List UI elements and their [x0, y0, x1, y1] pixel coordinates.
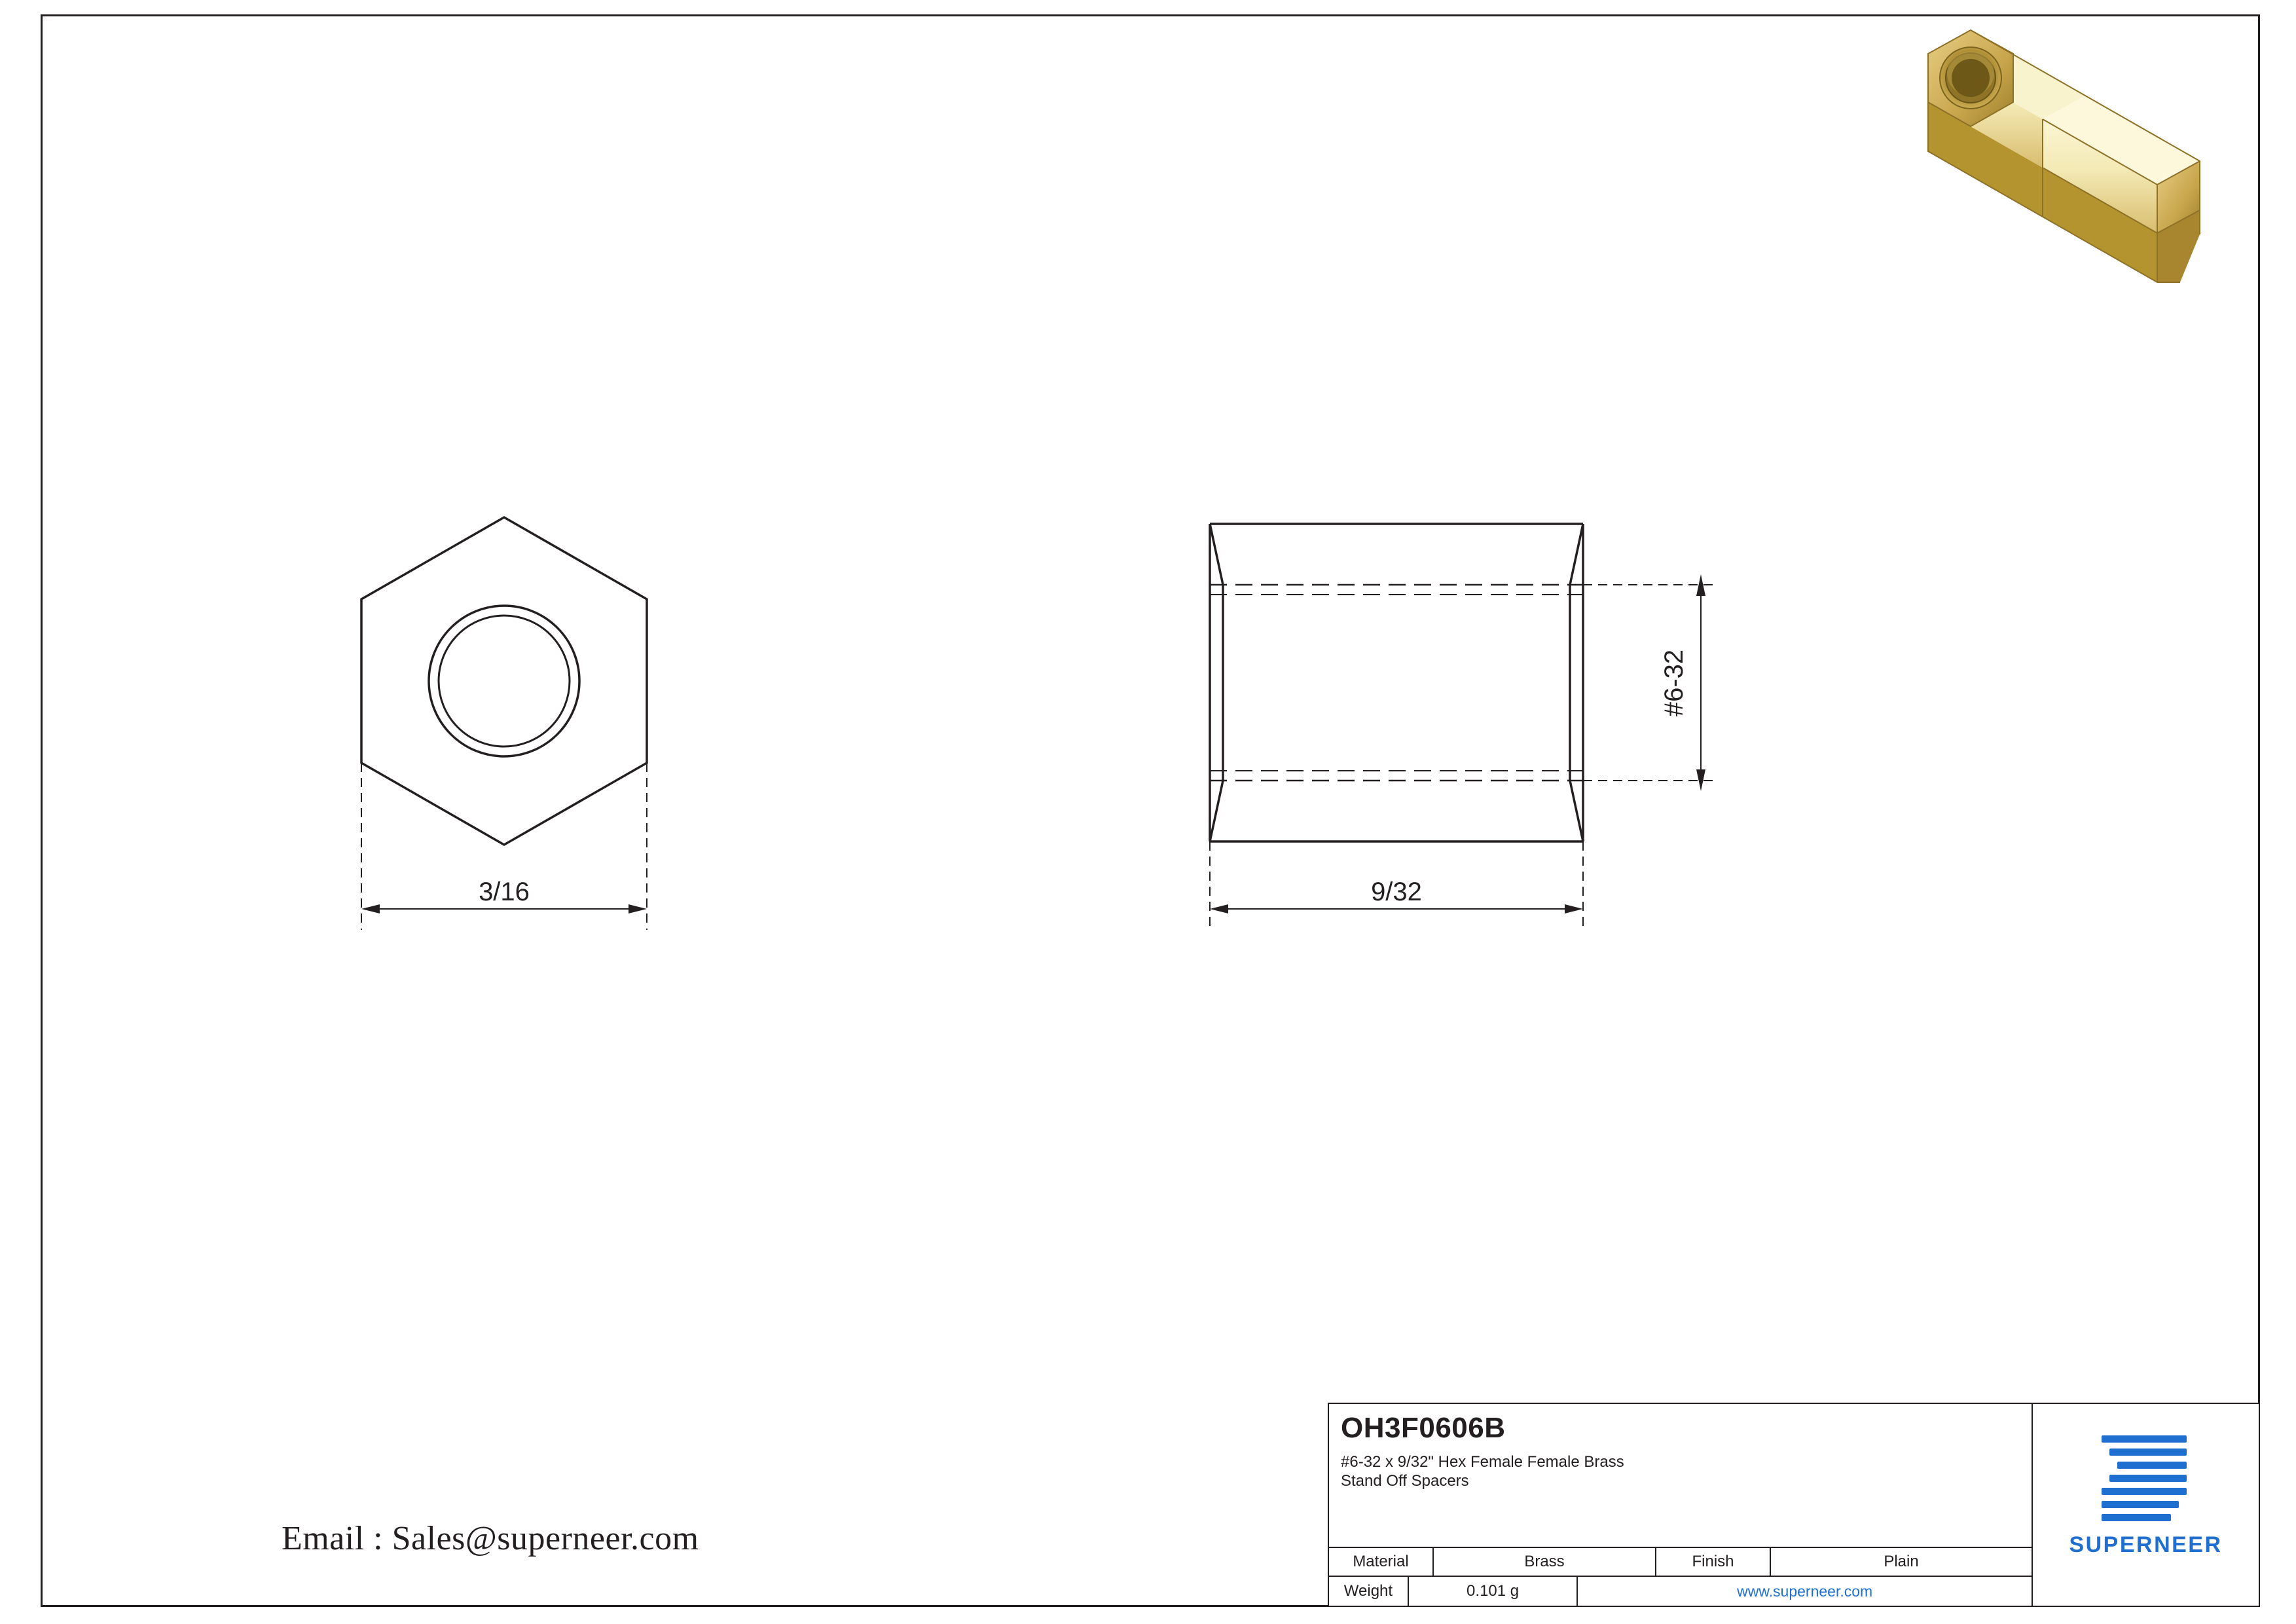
weight-label: Weight	[1329, 1577, 1409, 1606]
material-label: Material	[1329, 1548, 1434, 1576]
part-description-line2: Stand Off Spacers	[1341, 1472, 1469, 1490]
material-value: Brass	[1434, 1548, 1656, 1576]
title-block-info	[1329, 1404, 2033, 1606]
part-code: OH3F0606B	[1341, 1412, 1506, 1444]
svg-text:3/16: 3/16	[479, 877, 530, 906]
brass-standoff-3d-render	[1886, 26, 2232, 347]
svg-text:#6-32: #6-32	[1660, 649, 1688, 717]
brand-logo	[2033, 1404, 2259, 1606]
logo-icon	[2102, 1435, 2187, 1513]
spec-table	[1329, 1547, 2032, 1606]
table-row	[1329, 1577, 2032, 1606]
weight-value: 0.101 g	[1409, 1577, 1578, 1606]
website-cell[interactable]	[1578, 1577, 2032, 1606]
website-link[interactable]: www.superneer.com	[1737, 1582, 1873, 1600]
part-description	[1341, 1452, 2022, 1491]
finish-value: Plain	[1884, 1553, 1919, 1570]
part-description-line1: #6-32 x 9/32" Hex Female Female Brass	[1341, 1453, 1624, 1471]
brand-name: SUPERNEER	[2069, 1532, 2223, 1557]
svg-text:9/32: 9/32	[1371, 877, 1422, 906]
title-block	[1328, 1403, 2260, 1607]
contact-email: Email : Sales@superneer.com	[282, 1520, 699, 1557]
finish-label: Finish	[1656, 1548, 1771, 1576]
table-row	[1329, 1548, 2032, 1577]
